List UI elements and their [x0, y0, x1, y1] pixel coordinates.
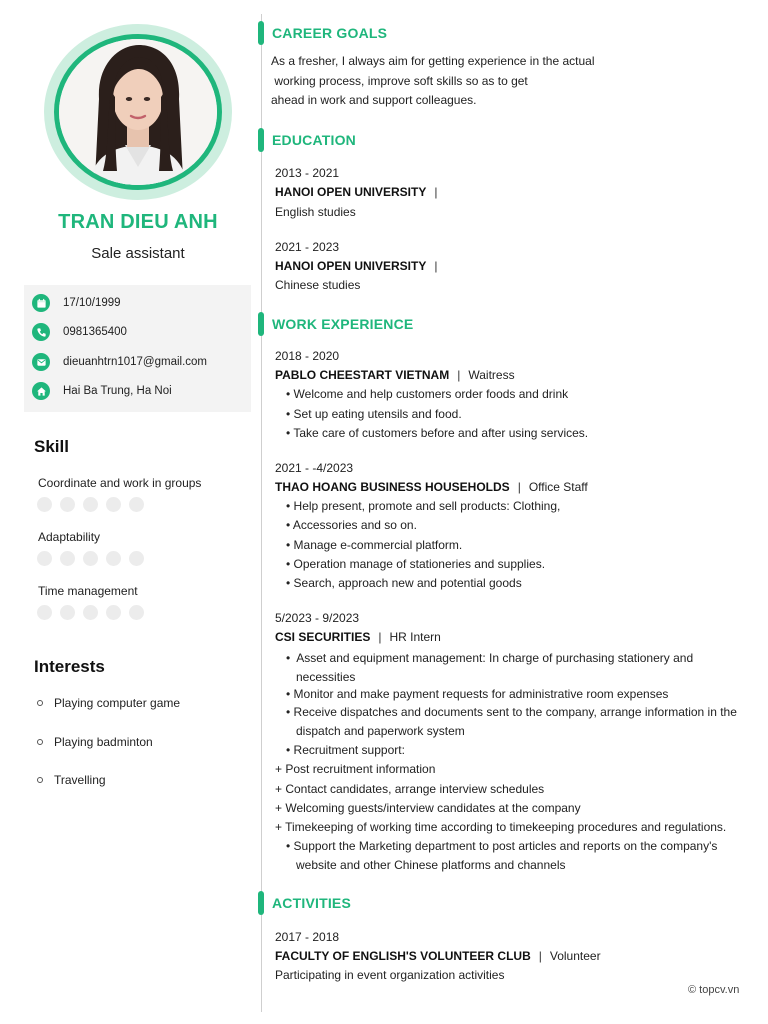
job-duty: + Welcoming guests/interview candidates at the company — [275, 801, 581, 815]
rating-dot — [83, 605, 98, 620]
job-duty: • Help present, promote and sell products: Clothing, — [286, 499, 561, 513]
avatar-portrait-image — [59, 39, 217, 185]
job-header-row — [275, 630, 441, 644]
email-text: dieuanhtrn1017@gmail.com — [63, 356, 208, 368]
job-duty: • Set up eating utensils and food. — [286, 407, 462, 421]
rating-dot — [83, 551, 98, 566]
job-duty: • Asset and equipment management: In charge of purchasing stationery and — [286, 651, 694, 665]
activities-heading — [258, 891, 351, 915]
education-years: 2013 - 2021 — [275, 166, 340, 180]
job-duty: + Contact candidates, arrange interview schedules — [275, 782, 545, 796]
job-role: Waitress — [468, 368, 515, 382]
separator: | — [457, 368, 461, 382]
activity-years: 2017 - 2018 — [275, 930, 340, 944]
rating-dot — [60, 605, 75, 620]
job-years: 2018 - 2020 — [275, 349, 340, 363]
job-role: HR Intern — [389, 630, 441, 644]
sidebar — [0, 0, 262, 1024]
skill-name: Time management — [38, 584, 138, 598]
contact-phone — [32, 322, 127, 342]
career-goals-line: working process, improve soft skills so as to get — [271, 74, 528, 88]
job-duty: • Welcome and help customers order foods and drink — [286, 387, 569, 401]
job-duty: + Timekeeping of working time according to timekeeping procedures and regulations. — [275, 820, 727, 834]
rating-dot — [106, 605, 121, 620]
section-title: EDUCATION — [272, 132, 356, 148]
contact-address — [32, 381, 172, 401]
phone-icon — [32, 323, 50, 341]
job-duty: necessities — [286, 670, 356, 684]
address-text: Hai Ba Trung, Ha Noi — [63, 385, 172, 397]
job-title: Sale assistant — [91, 245, 185, 262]
home-icon — [32, 382, 50, 400]
career-goals-line: As a fresher, I always aim for getting experience in the actual — [271, 54, 595, 68]
company-name: THAO HOANG BUSINESS HOUSEHOLDS — [275, 480, 510, 494]
job-duty: • Take care of customers before and after using services. — [286, 426, 589, 440]
interest-label: Playing badminton — [54, 735, 153, 749]
education-years: 2021 - 2023 — [275, 240, 340, 254]
contact-email — [32, 352, 207, 372]
interest-item — [37, 735, 153, 749]
skill-rating — [37, 551, 144, 566]
separator: | — [434, 185, 438, 199]
interests-heading: Interests — [34, 657, 105, 676]
company-name: PABLO CHEESTART VIETNAM — [275, 368, 450, 382]
rating-dot — [129, 497, 144, 512]
circle-bullet-icon — [37, 739, 43, 745]
rating-dot — [106, 551, 121, 566]
contact-panel — [24, 285, 251, 412]
activity-header-row — [275, 949, 601, 963]
activity-description: Participating in event organization activities — [275, 968, 505, 982]
skill-rating — [37, 497, 144, 512]
education-school-row — [275, 259, 445, 273]
work-experience-heading — [258, 312, 413, 336]
activity-role: Volunteer — [549, 949, 601, 963]
rating-dot — [37, 497, 52, 512]
school-name: HANOI OPEN UNIVERSITY — [275, 185, 427, 199]
email-icon — [32, 353, 50, 371]
section-marker — [258, 21, 264, 45]
school-name: HANOI OPEN UNIVERSITY — [275, 259, 427, 273]
rating-dot — [60, 497, 75, 512]
footer-copyright[interactable]: © topcv.vn — [688, 984, 740, 996]
job-duty: • Receive dispatches and documents sent to the company, arrange information in the — [286, 705, 737, 719]
candidate-name: TRAN DIEU ANH — [58, 211, 218, 233]
rating-dot — [106, 497, 121, 512]
career-goals-heading — [258, 21, 387, 45]
job-duty: • Monitor and make payment requests for administrative room expenses — [286, 687, 669, 701]
section-marker — [258, 312, 264, 336]
rating-dot — [60, 551, 75, 566]
rating-dot — [37, 605, 52, 620]
circle-bullet-icon — [37, 700, 43, 706]
job-duty: • Operation manage of stationeries and supplies. — [286, 557, 546, 571]
rating-dot — [83, 497, 98, 512]
calendar-icon — [32, 294, 50, 312]
interest-item — [37, 773, 106, 787]
interest-label: Travelling — [54, 773, 106, 787]
job-duty: • Recruitment support: — [286, 743, 405, 757]
job-header-row — [275, 480, 588, 494]
section-title: CAREER GOALS — [272, 25, 388, 41]
rating-dot — [37, 551, 52, 566]
interest-label: Playing computer game — [54, 696, 181, 710]
job-duty: • Accessories and so on. — [286, 518, 417, 532]
career-goals-line: ahead in work and support colleagues. — [271, 93, 477, 107]
job-years: 2021 - -4/2023 — [275, 461, 354, 475]
birthday-text: 17/10/1999 — [63, 297, 121, 309]
company-name: CSI SECURITIES — [275, 630, 371, 644]
separator: | — [538, 949, 542, 963]
job-duty: • Support the Marketing department to post articles and reports on the company's — [286, 839, 718, 853]
skill-name: Adaptability — [38, 530, 101, 544]
circle-bullet-icon — [37, 777, 43, 783]
skill-rating — [37, 605, 144, 620]
job-duty: + Post recruitment information — [275, 762, 436, 776]
job-duty: • Manage e-commercial platform. — [286, 538, 463, 552]
rating-dot — [129, 605, 144, 620]
education-major: Chinese studies — [275, 278, 361, 292]
avatar — [54, 34, 222, 190]
job-role: Office Staff — [528, 480, 588, 494]
job-duty: website and other Chinese platforms and channels — [286, 858, 566, 872]
interest-item — [37, 696, 180, 710]
job-header-row — [275, 368, 515, 382]
job-duty: • Search, approach new and potential goods — [286, 576, 522, 590]
column-divider — [261, 14, 262, 1012]
phone-text: 0981365400 — [63, 326, 127, 338]
separator: | — [517, 480, 521, 494]
skill-name: Coordinate and work in groups — [38, 476, 202, 490]
section-marker — [258, 891, 264, 915]
skills-heading: Skill — [34, 437, 69, 456]
job-years: 5/2023 - 9/2023 — [275, 611, 360, 625]
rating-dot — [129, 551, 144, 566]
job-duty: dispatch and paperwork system — [286, 724, 465, 738]
section-title: ACTIVITIES — [272, 895, 352, 911]
separator: | — [434, 259, 438, 273]
education-heading — [258, 128, 356, 152]
section-title: WORK EXPERIENCE — [272, 316, 414, 332]
contact-birthday — [32, 293, 121, 313]
section-marker — [258, 128, 264, 152]
separator: | — [378, 630, 382, 644]
organization-name: FACULTY OF ENGLISH'S VOLUNTEER CLUB — [275, 949, 531, 963]
education-major: English studies — [275, 205, 356, 219]
education-school-row — [275, 185, 445, 199]
